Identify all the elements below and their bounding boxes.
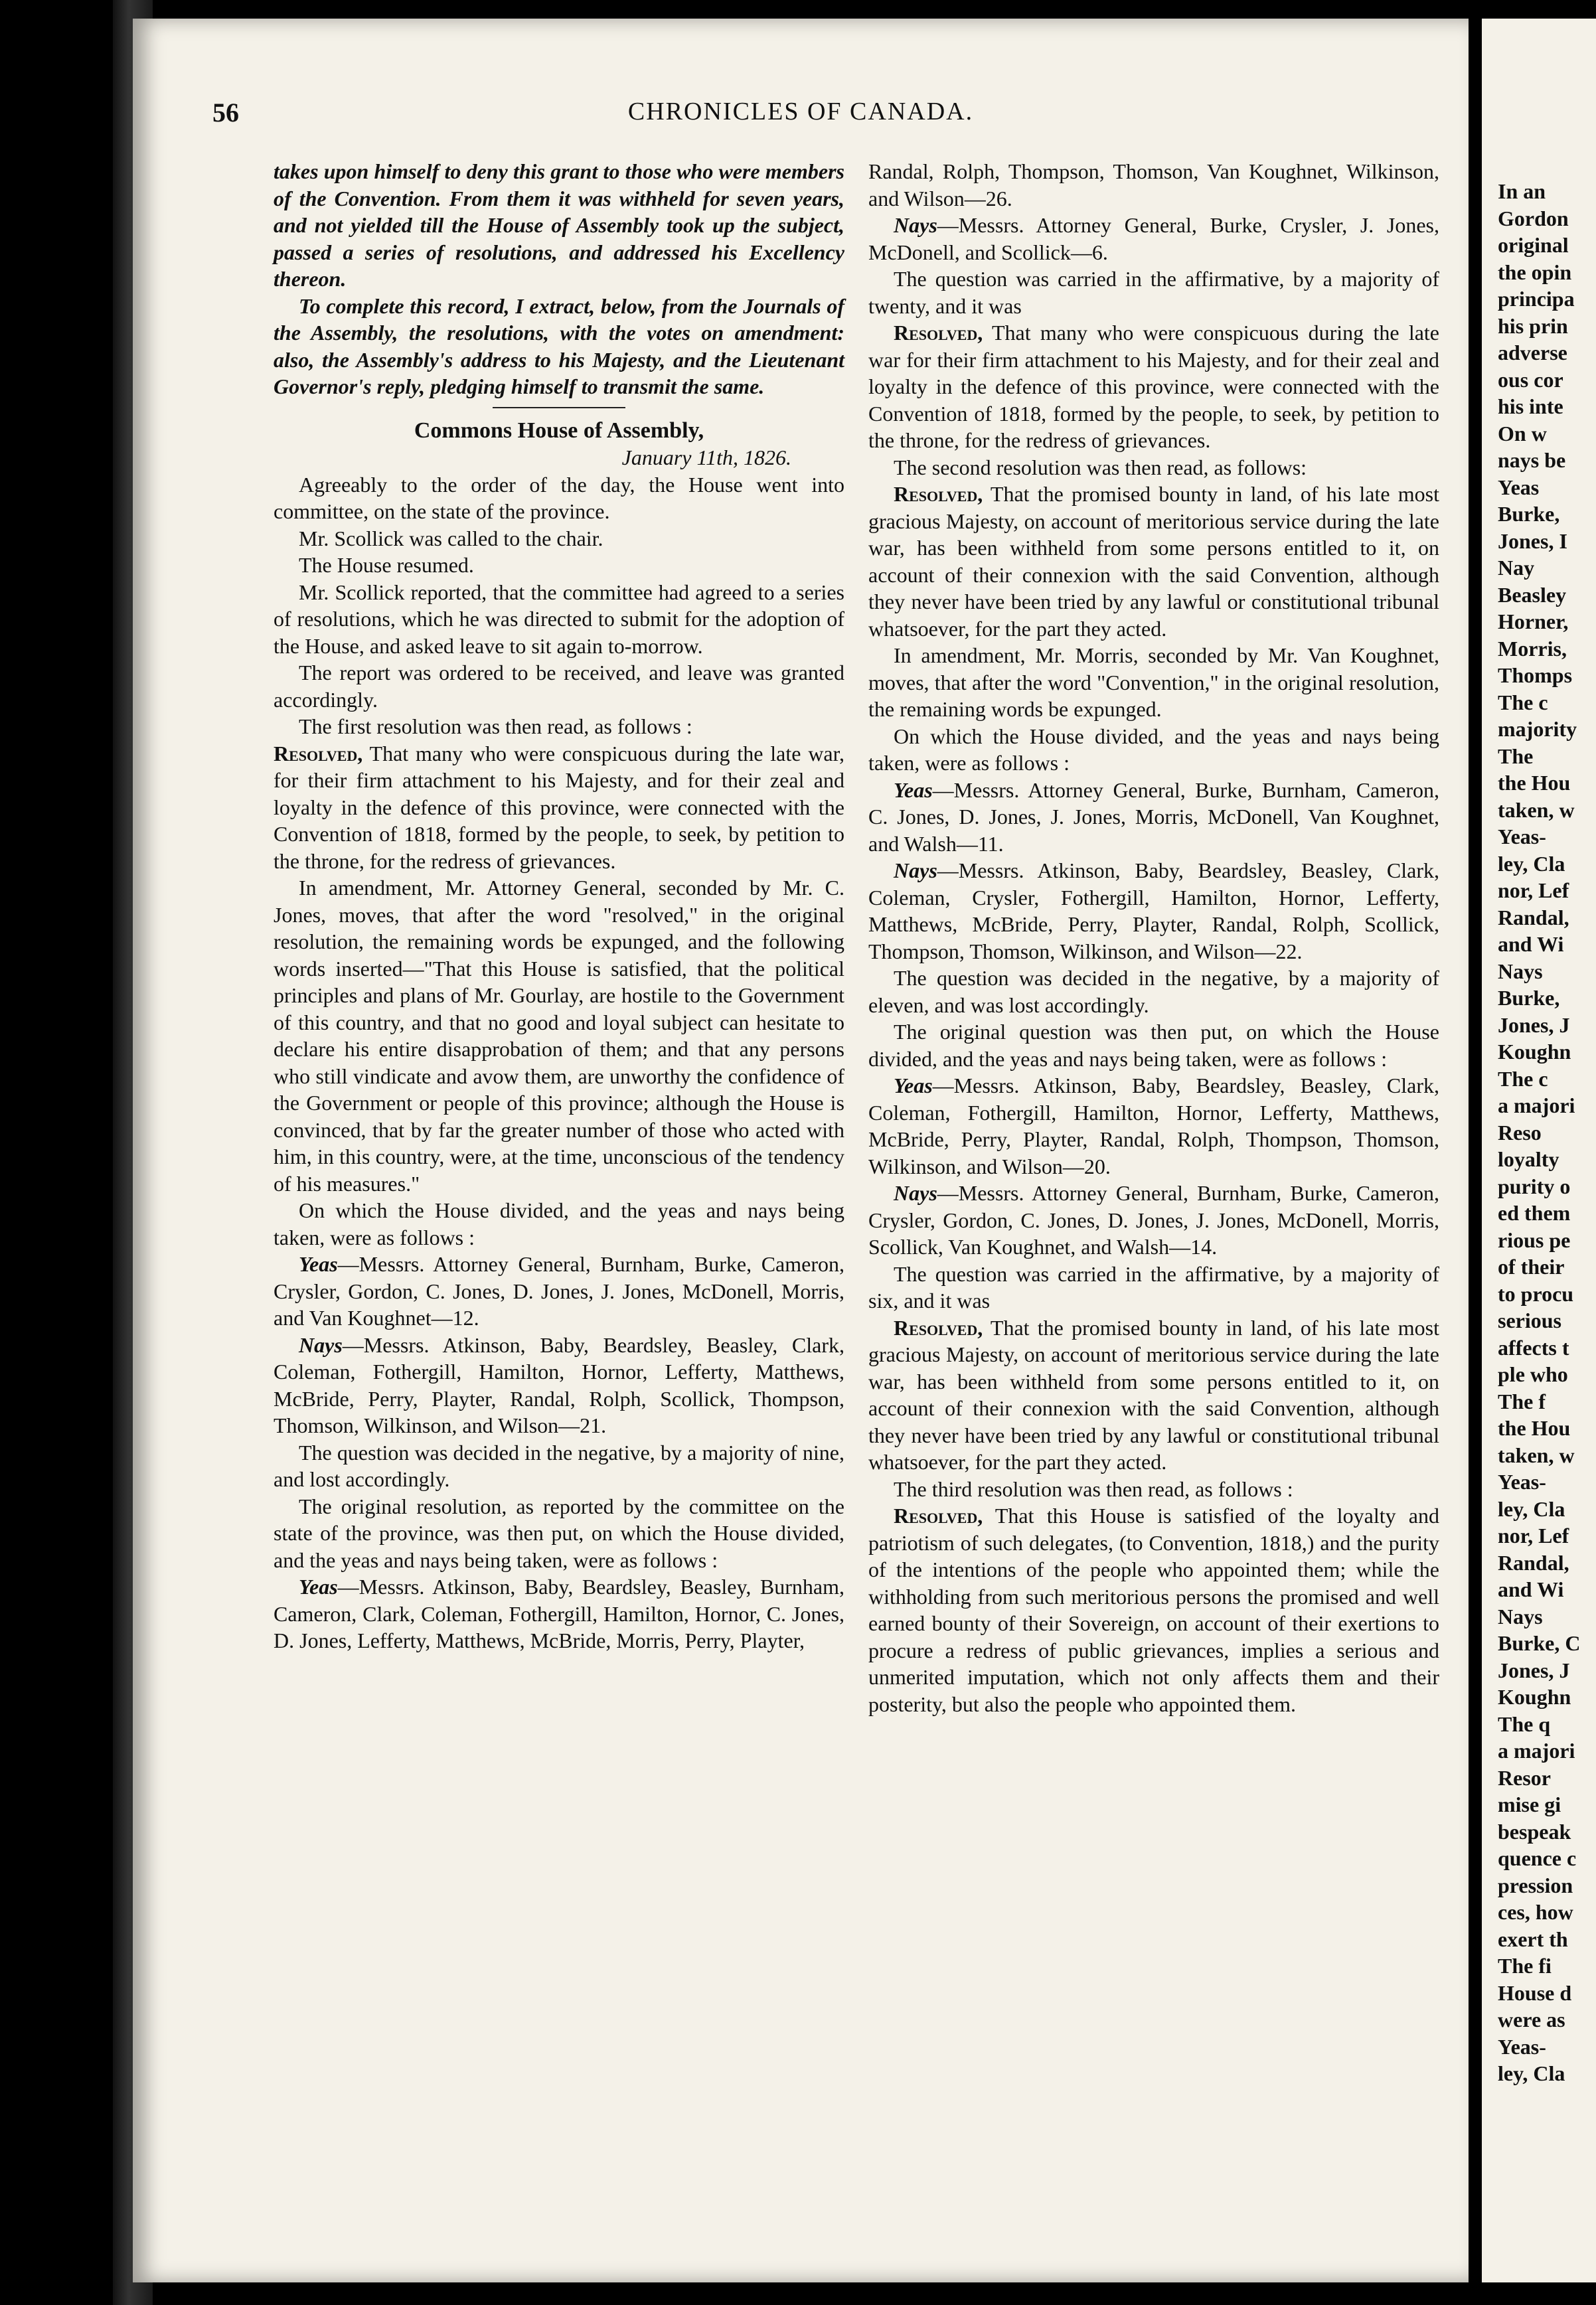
fragment-line: The c	[1498, 690, 1548, 714]
fragment-line: ces, how	[1498, 1900, 1573, 1924]
paragraph: In amendment, Mr. Morris, seconded by Mr. Van Koughnet, moves, that after the word "Convention," in the original resolution, the remaining words be expunged.	[868, 643, 1439, 721]
resolved-label: Resolved,	[894, 1315, 983, 1340]
paragraph: The original resolution, as reported by the committee on the state of the province, was then put, on which the House divided, and the yeas and nays being taken, were as follows :	[274, 1494, 844, 1572]
vote-list: —Messrs. Atkinson, Baby, Beardsley, Beasley, Burnham, Cameron, Clark, Coleman, Fothergill, Hamilton, Hornor, C. Jones, D. Jones, Lefferty, Matthews, McBride, Morris, Perry, Playter,	[274, 1575, 844, 1652]
vote-list: —Messrs. Attorney General, Burnham, Burke, Cameron, Crysler, Gordon, C. Jones, D. Jones, J. Jones, McDonell, Morris, Scollick, Van Koughnet, and Walsh—14.	[868, 1181, 1439, 1259]
vote-list: —Messrs. Atkinson, Baby, Beardsley, Beasley, Clark, Coleman, Fothergill, Hamilton, Hornor, Lefferty, Matthews, McBride, Perry, Playter, Randal, Rolph, Thompson, Thomson, Wilkinson, and Wilson—20.	[868, 1073, 1439, 1178]
resolution-text: That the promised bounty in land, of his late most gracious Majesty, on account of meritorious service during the late war, has been withheld from some persons entitled to it, on account of their connexion with the said Convention, although they never have been tried by any lawful or constitutional tribunal whatsoever, for the part they acted.	[868, 1315, 1440, 1474]
vote-nays	[868, 1180, 1439, 1261]
left-page	[133, 19, 1469, 2282]
fragment-line: Thomps	[1498, 663, 1573, 687]
fragment-line: quence c	[1498, 1846, 1577, 1870]
fragment-line: purity o	[1498, 1174, 1571, 1198]
fragment-line: majority	[1498, 717, 1577, 741]
fragment-line: adverse	[1498, 341, 1567, 364]
fragment-line: Yeas-	[1498, 1470, 1546, 1494]
nays-label: Nays	[894, 1181, 937, 1205]
fragment-line: Reso	[1498, 1120, 1542, 1145]
running-title: CHRONICLES OF CANADA.	[627, 98, 974, 125]
fragment-line: Randal,	[1498, 905, 1569, 929]
fragment-line: Jones, I	[1498, 528, 1567, 553]
fragment-line: Randal,	[1498, 1550, 1569, 1575]
vote-nays	[868, 857, 1439, 965]
fragment-line: Nays	[1498, 959, 1543, 983]
vote-yeas	[274, 1251, 844, 1332]
section-heading: Commons House of Assembly,	[414, 418, 704, 443]
page-number: 56	[212, 98, 239, 127]
fragment-line: original	[1498, 233, 1569, 257]
fragment-line: his inte	[1498, 394, 1563, 418]
fragment-line: were as	[1498, 2008, 1565, 2031]
vote-list: —Messrs. Attorney General, Burke, Crysler, J. Jones, McDonell, and Scollick—6.	[868, 213, 1439, 264]
middle-column	[868, 158, 1439, 1717]
fragment-line: to procu	[1498, 1281, 1574, 1306]
fragment-line: Burke, C	[1498, 1631, 1581, 1655]
right-page-fragment	[1482, 19, 1596, 2282]
paragraph: In amendment, Mr. Attorney General, seconded by Mr. C. Jones, moves, that after the word "resolved," in the original resolution, the remaining words be expunged, and the following words inserted—"That this House is satisfied, that the political principles and plans of Mr. Gourlay, are hostile to the Government of this country, and that no good and loyal subject can hesitate to declare his entire disapprobation of them; and that any persons who still vindicate and avow them, are unworthy the confidence of the Government or people of this province; although the House is convinced, that by far the greater number of those who acted with him, in this country, were, at the time, unconscious of the tendency of his measures."	[274, 876, 844, 1196]
fragment-line: Koughn	[1498, 1685, 1571, 1709]
paragraph: The second resolution was then read, as follows:	[894, 455, 1307, 479]
fragment-line: mise gi	[1498, 1792, 1561, 1816]
yeas-label: Yeas	[299, 1252, 338, 1276]
paragraph: Mr. Scollick reported, that the committee had agreed to a series of resolutions, which he was directed to submit for the adoption of the House, and asked leave to sit again to-morrow.	[274, 580, 844, 658]
fragment-line: principa	[1498, 287, 1575, 311]
fragment-line: House d	[1498, 1980, 1572, 2005]
resolved-label: Resolved,	[894, 482, 983, 506]
nays-label: Nays	[894, 858, 937, 882]
fragment-line: The q	[1498, 1711, 1551, 1736]
dateline: January 11th, 1826.	[621, 445, 791, 469]
paragraph: The report was ordered to be received, and leave was granted accordingly.	[274, 661, 844, 712]
paragraph: The question was carried in the affirmative, by a majority of twenty, and it was	[868, 267, 1439, 318]
fragment-line: Jones, J	[1498, 1658, 1570, 1682]
resolution	[868, 1502, 1439, 1717]
paragraph: The House resumed.	[299, 553, 474, 577]
fragment-line: Morris,	[1498, 636, 1567, 661]
fragment-line: Yeas-	[1498, 2034, 1546, 2059]
vote-list: —Messrs. Attorney General, Burke, Burnham, Cameron, C. Jones, D. Jones, J. Jones, Morris, McDonell, Van Koughnet, and Walsh—11.	[868, 777, 1439, 856]
fragment-line: of their	[1498, 1255, 1565, 1279]
yeas-label: Yeas	[894, 777, 933, 802]
right-column-fragment	[1498, 178, 1596, 2087]
fragment-line: Burke,	[1498, 986, 1560, 1010]
resolution-text: That the promised bounty in land, of his late most gracious Majesty, on account of meritorious service during the late war, has been withheld from some persons entitled to it, on account of their connexion with the said Convention, although they never have been tried by any lawful or constitutional tribunal whatsoever, for the part they acted.	[868, 482, 1440, 641]
fragment-line: nor, Lef	[1498, 1524, 1569, 1548]
fragment-line: Horner,	[1498, 609, 1569, 633]
paragraph: The original question was then put, on which the House divided, and the yeas and nays being taken, were as follows :	[868, 1020, 1439, 1071]
fragment-line: serious	[1498, 1309, 1561, 1332]
paragraph: Agreeably to the order of the day, the House went into committee, on the state of the province.	[274, 472, 844, 523]
fragment-line: taken, w	[1498, 1443, 1575, 1467]
fragment-line: ed them	[1498, 1201, 1571, 1225]
fragment-line: Yeas-	[1498, 825, 1546, 848]
fragment-line: loyalty	[1498, 1147, 1559, 1171]
fragment-line: affects t	[1498, 1335, 1569, 1360]
vote-yeas	[868, 777, 1439, 858]
fragment-line: The	[1498, 744, 1534, 768]
fragment-line: Nays	[1498, 1604, 1543, 1629]
vote-list: —Messrs. Atkinson, Baby, Beardsley, Beasley, Clark, Coleman, Fothergill, Hamilton, Hornor, Lefferty, Matthews, McBride, Perry, Playter, Randal, Rolph, Scollick, Thompson, Thomson, Wilkinson, and Wilson—21.	[274, 1332, 844, 1437]
fragment-line: Jones, J	[1498, 1012, 1570, 1037]
fragment-line: nor, Lef	[1498, 878, 1569, 902]
fragment-line: bespeak	[1498, 1819, 1571, 1844]
paragraph: The first resolution was then read, as follows :	[299, 714, 692, 738]
fragment-line: Nay	[1498, 556, 1535, 580]
fragment-line: and Wi	[1498, 1577, 1564, 1601]
resolution	[868, 481, 1439, 642]
section-rule	[493, 407, 625, 408]
resolved-label: Resolved,	[894, 1504, 983, 1528]
fragment-line: Gordon	[1498, 206, 1569, 230]
paragraph: The third resolution was then read, as follows :	[894, 1476, 1293, 1501]
fragment-line: exert th	[1498, 1927, 1568, 1951]
paragraph: The question was carried in the affirmative, by a majority of six, and it was	[868, 1261, 1439, 1312]
resolution-text: That many who were conspicuous during the late war, for their firm attachment to his Majesty, and for their zeal and loyalty in the defence of this province, were connected with the Convention of 1818, formed by the people, to seek, by petition to the throne, for the redress of grievances.	[274, 741, 845, 873]
fragment-line: Resor	[1498, 1765, 1551, 1790]
vote-yeas	[868, 1072, 1439, 1180]
fragment-line: the Hou	[1498, 771, 1571, 795]
vote-list: —Messrs. Atkinson, Baby, Beardsley, Beasley, Clark, Coleman, Crysler, Fothergill, Hamilton, Hornor, Lefferty, Matthews, McBride, Perry, Playter, Randal, Rolph, Scollick, Thompson, Thomson, Wilkinson, and Wilson—22.	[868, 858, 1439, 963]
fragment-line: a majori	[1498, 1093, 1575, 1117]
fragment-line: ley, Cla	[1498, 2061, 1565, 2085]
fragment-line: pression	[1498, 1873, 1573, 1897]
vote-list: —Messrs. Attorney General, Burnham, Burke, Cameron, Crysler, Gordon, C. Jones, D. Jones, J. Jones, McDonell, Morris, and Van Koughnet—12.	[274, 1252, 844, 1330]
resolution-text: That many who were conspicuous during the late war for their firm attachment to his Majesty, and for their zeal and loyalty in the defence of this province, were connected with the Convention of 1818, formed by the people, to seek, by petition to the throne, for the redress of grievances.	[868, 321, 1440, 452]
resolution	[868, 1314, 1439, 1476]
fragment-line: rious pe	[1498, 1228, 1571, 1252]
intro-paragraph: To complete this record, I extract, below, from the Journals of the Assembly, the resolutions, with the votes on amendment: also, the Assembly's address to his Majesty, and the Lieutenant Governor's reply, pledging himself to transmit the same.	[274, 293, 844, 398]
resolution	[274, 740, 844, 875]
yeas-label: Yeas	[894, 1073, 933, 1097]
resolved-label: Resolved,	[274, 741, 363, 765]
fragment-line: taken, w	[1498, 797, 1575, 822]
vote-nays	[868, 212, 1439, 266]
fragment-line: The fi	[1498, 1954, 1552, 1978]
vote-nays	[274, 1332, 844, 1439]
nays-label: Nays	[299, 1332, 343, 1357]
fragment-line: ous cor	[1498, 367, 1563, 392]
fragment-line: his prin	[1498, 313, 1568, 338]
resolved-label: Resolved,	[894, 321, 983, 345]
paragraph: The question was decided in the negative, by a majority of nine, and lost accordingly.	[274, 1440, 844, 1491]
fragment-line: and Wi	[1498, 932, 1564, 956]
page-header	[133, 97, 1469, 137]
fragment-line: Koughn	[1498, 1040, 1571, 1064]
fragment-line: Beasley	[1498, 582, 1567, 607]
resolution	[868, 319, 1439, 454]
fragment-line: The c	[1498, 1066, 1548, 1091]
fragment-line: ley, Cla	[1498, 1496, 1565, 1521]
fragment-line: On w	[1498, 421, 1547, 445]
paragraph: On which the House divided, and the yeas and nays being taken, were as follows :	[868, 724, 1439, 775]
fragment-line: The f	[1498, 1389, 1546, 1413]
left-column	[274, 158, 844, 1654]
vote-continuation: Randal, Rolph, Thompson, Thomson, Van Koughnet, Wilkinson, and Wilson—26.	[868, 159, 1439, 210]
resolution-text: That this House is satisfied of the loyalty and patriotism of such delegates, (to Convention, 1818,) and the purity of the intentions of the people who appointed them; while the withholding from such meritorious persons the promised and well earned bounty of their Sovereign, on account of their exertions to procure a redress of public grievances, implies a serious and unmerited imputation, which not only affects them and their posterity, but also the people who appointed them.	[868, 1504, 1440, 1716]
fragment-line: nays be	[1498, 448, 1566, 472]
paragraph: Mr. Scollick was called to the chair.	[299, 526, 603, 550]
fragment-line: In an	[1498, 179, 1546, 203]
fragment-line: Yeas	[1498, 475, 1540, 499]
fragment-line: the opin	[1498, 260, 1572, 284]
paragraph: The question was decided in the negative, by a majority of eleven, and was lost accordingly.	[868, 966, 1439, 1017]
fragment-line: ley, Cla	[1498, 851, 1565, 876]
fragment-line: a majori	[1498, 1739, 1575, 1763]
vote-yeas	[274, 1573, 844, 1654]
fragment-line: Burke,	[1498, 502, 1560, 526]
yeas-label: Yeas	[299, 1575, 338, 1599]
nays-label: Nays	[894, 213, 937, 237]
paragraph: On which the House divided, and the yeas and nays being taken, were as follows :	[274, 1198, 844, 1249]
fragment-line: the Hou	[1498, 1416, 1571, 1440]
intro-paragraph: takes upon himself to deny this grant to those who were members of the Convention. From them it was withheld for seven years, and not yielded till the House of Assembly took up the subject, passed a series of resolutions, and addressed his Excellency thereon.	[274, 159, 844, 291]
fragment-line: ple who	[1498, 1362, 1568, 1386]
